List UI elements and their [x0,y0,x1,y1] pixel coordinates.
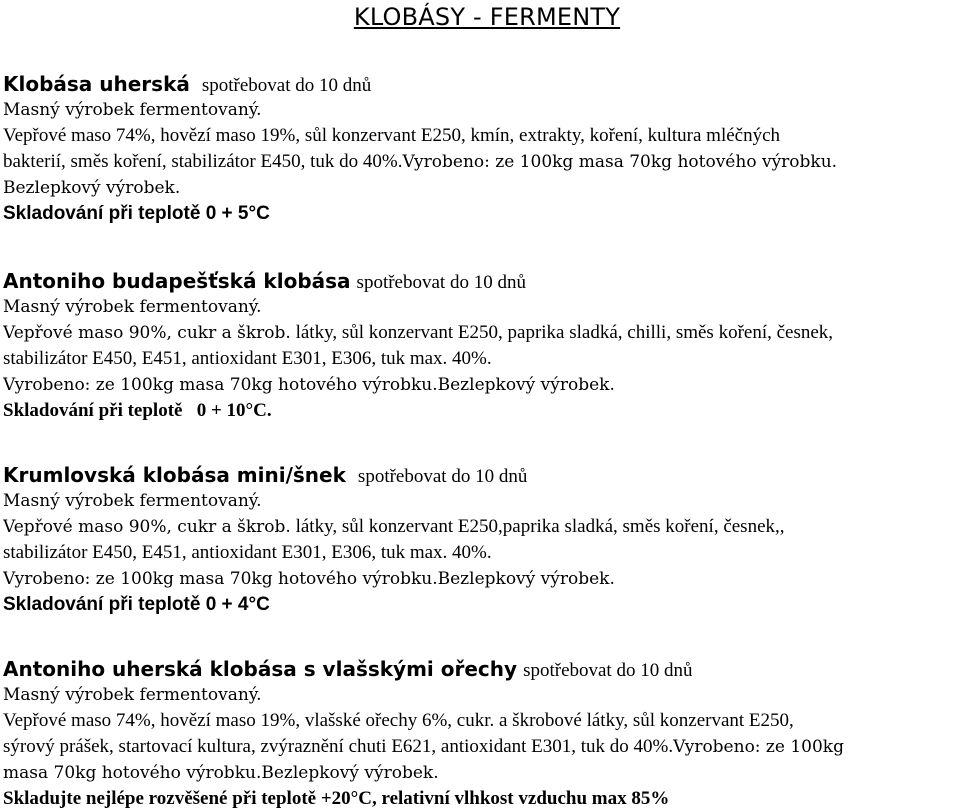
production-yield: Vyrobeno: ze 100kg masa 70kg hotového výrobku. [402,152,838,172]
storage-note: Skladování při teplotě 0 + 4°C [3,594,270,615]
product-type: Masný výrobek fermentovaný. [3,491,262,511]
product-antoniho-uherska-orechy [3,656,958,812]
gluten-free-note: Bezlepkový výrobek. [261,763,439,783]
product-krumlovska [3,462,958,618]
composition-line: látky, sůl konzervant E250, paprika sladká, chilli, směs koření, česnek, [290,322,834,343]
document-title: KLOBÁSY - FERMENTY [353,3,621,31]
best-before: spotřebovat do 10 dnů [356,272,526,293]
composition-line: sýrový prášek, startovací kultura, zvýraznění chuti E621, antioxidant E301, tuk do 40%. [3,736,674,757]
best-before: spotřebovat do 10 dnů [201,75,372,96]
best-before: spotřebovat do 10 dnů [357,466,528,487]
production-yield: Vyrobeno: ze 100kg masa 70kg hotového výrobku. [3,569,438,589]
composition-line: Vepřové maso 90%, cukr a škrob. [3,323,291,343]
storage-note: Skladování při teplotě 0 + 5°C [3,203,270,224]
production-yield: Vyrobeno: ze 100kg [673,737,844,757]
product-antoniho-budapestska [3,268,958,424]
composition-line: Vepřové maso 90%, cukr a škrob. [3,517,291,537]
product-name: Antoniho budapešťská klobása [3,269,351,293]
production-yield: Vyrobeno: ze 100kg masa 70kg hotového výrobku. [3,375,438,395]
storage-note: Skladování při teplotě 0 + 10°C. [3,400,272,421]
composition-line: a škrobové látky, sůl konzervant E250, [494,710,794,731]
composition-line: stabilizátor E450, E451, antioxidant E301, E306, tuk max. 40%. [3,348,492,369]
composition-line: látky, sůl konzervant E250,paprika sladká, směs koření, česnek,, [290,516,785,537]
composition-line: Vepřové maso 74%, hovězí maso 19%, vlašské ořechy 6%, cukr. [3,710,495,731]
gluten-free-note: Bezlepkový výrobek. [437,569,615,589]
product-klobasa-uherska [3,71,958,227]
product-type: Masný výrobek fermentovaný. [3,297,262,317]
product-name: Krumlovská klobása mini/šnek [3,463,346,487]
composition-line: bakterií, směs koření, stabilizátor E450, tuk do 40%. [3,151,403,172]
composition-line: Vepřové maso 74%, hovězí maso 19%, sůl konzervant E250, kmín, extrakty, koření, kultura mléčných [3,125,781,146]
gluten-free-note: Bezlepkový výrobek. [437,375,615,395]
composition-line: stabilizátor E450, E451, antioxidant E301, E306, tuk max. 40%. [3,542,492,563]
product-type: Masný výrobek fermentovaný. [3,100,262,120]
production-yield: masa 70kg hotového výrobku. [3,763,262,783]
product-name: Klobása uherská [3,72,190,96]
gluten-free-note: Bezlepkový výrobek. [3,178,181,198]
best-before: spotřebovat do 10 dnů [523,660,693,681]
product-name: Antoniho uherská klobása s vlašskými ořechy [3,657,518,681]
storage-note: Skladujte nejlépe rozvěšené při teplotě +20°C, relativní vlhkost vzduchu max 85% [3,788,670,809]
product-type: Masný výrobek fermentovaný. [3,685,262,705]
